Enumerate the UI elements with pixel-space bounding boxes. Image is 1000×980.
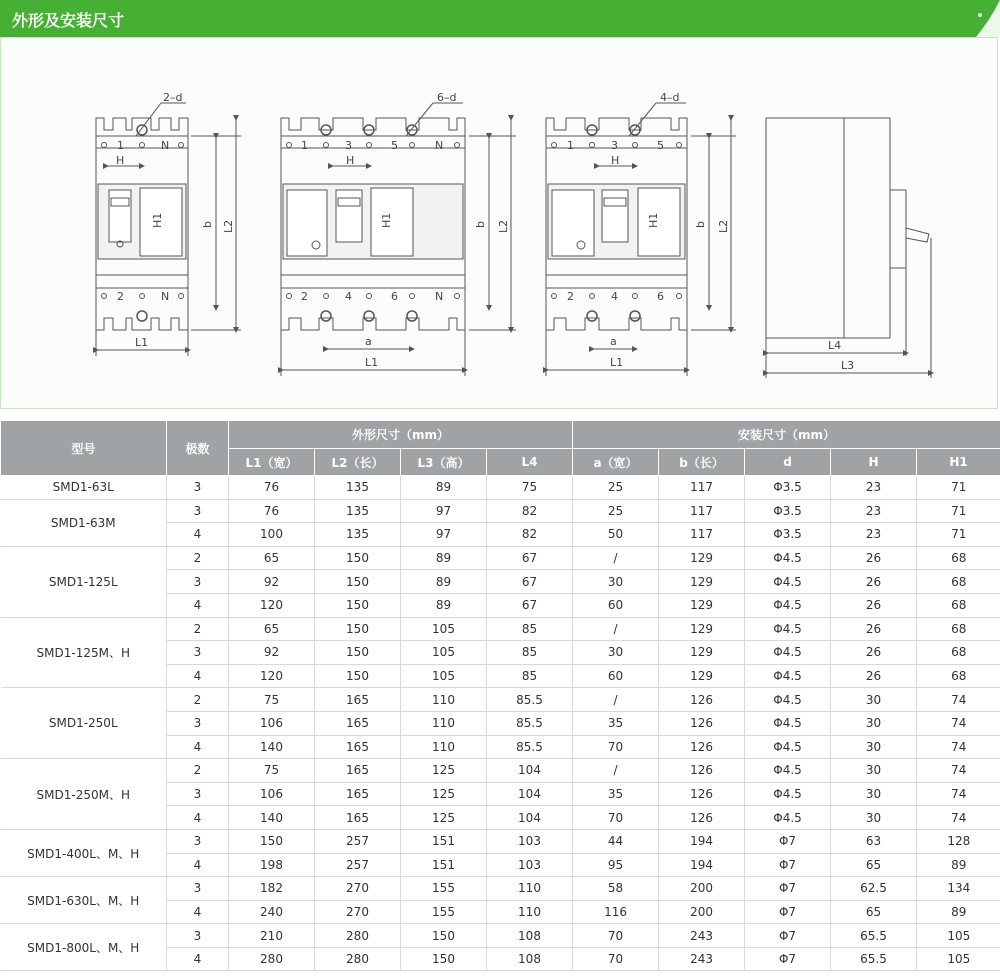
table-cell: 104 bbox=[487, 759, 573, 783]
table-cell: 126 bbox=[659, 711, 745, 735]
table-cell: Φ7 bbox=[745, 947, 831, 971]
table-cell: 97 bbox=[401, 499, 487, 523]
table-cell: / bbox=[573, 546, 659, 570]
svg-text:2: 2 bbox=[117, 290, 124, 303]
table-cell: 3 bbox=[167, 476, 229, 500]
table-cell: 280 bbox=[315, 947, 401, 971]
header-l3: L3（高） bbox=[401, 449, 487, 476]
table-cell: 2 bbox=[167, 688, 229, 712]
table-cell: 85 bbox=[487, 617, 573, 641]
table-cell: 150 bbox=[229, 829, 315, 853]
header-outline-group: 外形尺寸（mm） bbox=[229, 421, 573, 449]
svg-text:N: N bbox=[161, 290, 170, 303]
table-cell: 110 bbox=[401, 711, 487, 735]
table-cell: 103 bbox=[487, 853, 573, 877]
table-cell: 126 bbox=[659, 688, 745, 712]
table-body bbox=[1, 476, 1000, 971]
svg-text:4: 4 bbox=[345, 290, 352, 303]
svg-text:N: N bbox=[435, 139, 444, 152]
table-cell: 85.5 bbox=[487, 688, 573, 712]
table-cell: 23 bbox=[831, 499, 917, 523]
header-model: 型号 bbox=[1, 421, 167, 476]
table-cell: 105 bbox=[401, 641, 487, 665]
table-cell: 76 bbox=[229, 499, 315, 523]
table-cell: 58 bbox=[573, 877, 659, 901]
model-cell: SMD1-250L bbox=[1, 688, 167, 759]
svg-text:N: N bbox=[161, 139, 170, 152]
table-cell: 30 bbox=[831, 782, 917, 806]
table-cell: 92 bbox=[229, 641, 315, 665]
table-cell: 68 bbox=[917, 664, 1000, 688]
table-cell: 240 bbox=[229, 900, 315, 924]
table-cell: 125 bbox=[401, 782, 487, 806]
svg-text:L1: L1 bbox=[610, 356, 624, 369]
section-header bbox=[0, 0, 1000, 37]
table-cell: 110 bbox=[487, 877, 573, 901]
table-cell: 26 bbox=[831, 664, 917, 688]
table-cell: 129 bbox=[659, 664, 745, 688]
table-cell: 200 bbox=[659, 900, 745, 924]
model-cell: SMD1-800L、M、H bbox=[1, 924, 167, 971]
table-cell: / bbox=[573, 617, 659, 641]
header-a: a（宽） bbox=[573, 449, 659, 476]
table-cell: 116 bbox=[573, 900, 659, 924]
header-decoration-icon bbox=[940, 0, 1000, 37]
table-cell: 71 bbox=[917, 523, 1000, 547]
table-cell: 165 bbox=[315, 782, 401, 806]
svg-text:L2: L2 bbox=[222, 219, 235, 233]
table-cell: 165 bbox=[315, 711, 401, 735]
svg-text:4: 4 bbox=[611, 290, 618, 303]
table-cell: 129 bbox=[659, 593, 745, 617]
table-cell: 82 bbox=[487, 523, 573, 547]
table-cell: 74 bbox=[917, 711, 1000, 735]
svg-text:a: a bbox=[365, 335, 372, 348]
svg-text:L4: L4 bbox=[828, 339, 842, 352]
svg-text:H: H bbox=[116, 154, 125, 167]
table-cell: 4 bbox=[167, 853, 229, 877]
table-cell: Φ7 bbox=[745, 900, 831, 924]
table-cell: 63 bbox=[831, 829, 917, 853]
table-cell: 103 bbox=[487, 829, 573, 853]
table-cell: 65 bbox=[229, 546, 315, 570]
table-cell: 128 bbox=[917, 829, 1000, 853]
table-cell: 65.5 bbox=[831, 924, 917, 948]
table-cell: 67 bbox=[487, 570, 573, 594]
table-cell: Φ3.5 bbox=[745, 523, 831, 547]
table-cell: 108 bbox=[487, 924, 573, 948]
table-cell: 26 bbox=[831, 546, 917, 570]
table-cell: 70 bbox=[573, 924, 659, 948]
table-cell: 65 bbox=[831, 900, 917, 924]
table-cell: Φ4.5 bbox=[745, 546, 831, 570]
table-cell: 3 bbox=[167, 924, 229, 948]
table-row bbox=[1, 499, 1000, 523]
table-cell: 23 bbox=[831, 523, 917, 547]
table-row bbox=[1, 688, 1000, 712]
table-cell: 150 bbox=[315, 641, 401, 665]
svg-text:L3: L3 bbox=[841, 359, 855, 372]
svg-text:N: N bbox=[435, 290, 444, 303]
table-cell: Φ3.5 bbox=[745, 499, 831, 523]
table-cell: 35 bbox=[573, 711, 659, 735]
table-cell: Φ3.5 bbox=[745, 476, 831, 500]
table-cell: 89 bbox=[401, 593, 487, 617]
table-cell: Φ4.5 bbox=[745, 570, 831, 594]
table-cell: 82 bbox=[487, 499, 573, 523]
table-cell: 194 bbox=[659, 829, 745, 853]
table-cell: 68 bbox=[917, 593, 1000, 617]
table-row bbox=[1, 877, 1000, 901]
table-cell: Φ4.5 bbox=[745, 664, 831, 688]
table-cell: 200 bbox=[659, 877, 745, 901]
table-cell: 65 bbox=[229, 617, 315, 641]
svg-text:2–d: 2–d bbox=[163, 91, 183, 104]
table-row bbox=[1, 829, 1000, 853]
table-cell: 68 bbox=[917, 570, 1000, 594]
svg-text:3: 3 bbox=[611, 139, 618, 152]
table-cell: 105 bbox=[401, 617, 487, 641]
table-cell: 30 bbox=[573, 570, 659, 594]
table-cell: 95 bbox=[573, 853, 659, 877]
table-cell: 70 bbox=[573, 735, 659, 759]
table-row bbox=[1, 476, 1000, 500]
svg-text:H: H bbox=[346, 154, 355, 167]
table-cell: 26 bbox=[831, 570, 917, 594]
table-cell: 2 bbox=[167, 759, 229, 783]
table-cell: Φ4.5 bbox=[745, 806, 831, 830]
table-cell: 30 bbox=[573, 641, 659, 665]
svg-text:H1: H1 bbox=[647, 212, 660, 228]
header-l4: L4 bbox=[487, 449, 573, 476]
dimension-spec-table bbox=[0, 420, 1000, 971]
table-cell: 4 bbox=[167, 593, 229, 617]
table-cell: 100 bbox=[229, 523, 315, 547]
table-cell: 74 bbox=[917, 735, 1000, 759]
table-cell: 71 bbox=[917, 476, 1000, 500]
table-cell: 26 bbox=[831, 593, 917, 617]
table-cell: 150 bbox=[315, 617, 401, 641]
table-cell: 151 bbox=[401, 853, 487, 877]
table-cell: Φ4.5 bbox=[745, 711, 831, 735]
svg-text:1: 1 bbox=[117, 139, 124, 152]
model-cell: SMD1-250M、H bbox=[1, 759, 167, 830]
table-cell: 108 bbox=[487, 947, 573, 971]
table-cell: 150 bbox=[315, 664, 401, 688]
table-cell: 70 bbox=[573, 806, 659, 830]
table-cell: 135 bbox=[315, 476, 401, 500]
table-cell: 280 bbox=[315, 924, 401, 948]
svg-text:b: b bbox=[201, 221, 214, 228]
svg-text:H: H bbox=[611, 154, 620, 167]
table-cell: 85.5 bbox=[487, 711, 573, 735]
table-cell: 135 bbox=[315, 523, 401, 547]
table-cell: 104 bbox=[487, 782, 573, 806]
table-cell: 3 bbox=[167, 711, 229, 735]
table-cell: Φ4.5 bbox=[745, 782, 831, 806]
table-cell: 74 bbox=[917, 806, 1000, 830]
model-cell: SMD1-63L bbox=[1, 476, 167, 500]
table-cell: 71 bbox=[917, 499, 1000, 523]
header-l1: L1（宽） bbox=[229, 449, 315, 476]
table-cell: 140 bbox=[229, 806, 315, 830]
table-cell: Φ4.5 bbox=[745, 735, 831, 759]
table-cell: 126 bbox=[659, 806, 745, 830]
svg-text:L1: L1 bbox=[365, 356, 379, 369]
svg-text:5: 5 bbox=[391, 139, 398, 152]
svg-text:1: 1 bbox=[567, 139, 574, 152]
model-cell: SMD1-63M bbox=[1, 499, 167, 546]
table-cell: 3 bbox=[167, 570, 229, 594]
table-cell: 135 bbox=[315, 499, 401, 523]
table-cell: 74 bbox=[917, 688, 1000, 712]
svg-text:1: 1 bbox=[301, 139, 308, 152]
table-cell: / bbox=[573, 759, 659, 783]
table-cell: 67 bbox=[487, 593, 573, 617]
table-cell: 134 bbox=[917, 877, 1000, 901]
table-cell: 257 bbox=[315, 853, 401, 877]
table-cell: Φ4.5 bbox=[745, 617, 831, 641]
table-cell: 117 bbox=[659, 499, 745, 523]
header-h1: H1 bbox=[917, 449, 1000, 476]
table-cell: 129 bbox=[659, 546, 745, 570]
table-cell: 125 bbox=[401, 806, 487, 830]
table-row bbox=[1, 617, 1000, 641]
table-cell: 126 bbox=[659, 759, 745, 783]
table-cell: 3 bbox=[167, 499, 229, 523]
table-cell: 25 bbox=[573, 476, 659, 500]
table-cell: 210 bbox=[229, 924, 315, 948]
table-cell: Φ4.5 bbox=[745, 688, 831, 712]
table-cell: 150 bbox=[401, 947, 487, 971]
drawing-side-view bbox=[766, 118, 931, 378]
table-cell: 30 bbox=[831, 688, 917, 712]
table-cell: 194 bbox=[659, 853, 745, 877]
table-cell: 3 bbox=[167, 877, 229, 901]
table-cell: 67 bbox=[487, 546, 573, 570]
table-row bbox=[1, 924, 1000, 948]
breaker-dimension-drawings bbox=[1, 38, 999, 410]
svg-text:b: b bbox=[474, 221, 487, 228]
table-cell: 243 bbox=[659, 947, 745, 971]
table-cell: 105 bbox=[917, 924, 1000, 948]
drawing-3-pole bbox=[546, 103, 736, 376]
table-cell: 2 bbox=[167, 546, 229, 570]
table-cell: 165 bbox=[315, 806, 401, 830]
table-cell: 105 bbox=[917, 947, 1000, 971]
table-cell: 155 bbox=[401, 877, 487, 901]
table-cell: 68 bbox=[917, 546, 1000, 570]
svg-text:5: 5 bbox=[657, 139, 664, 152]
table-cell: 165 bbox=[315, 759, 401, 783]
table-cell: 106 bbox=[229, 782, 315, 806]
table-cell: 4 bbox=[167, 735, 229, 759]
table-cell: Φ4.5 bbox=[745, 641, 831, 665]
table-cell: 110 bbox=[401, 735, 487, 759]
table-cell: 89 bbox=[917, 853, 1000, 877]
table-cell: 89 bbox=[401, 476, 487, 500]
model-cell: SMD1-125L bbox=[1, 546, 167, 617]
table-cell: Φ4.5 bbox=[745, 759, 831, 783]
table-cell: 110 bbox=[401, 688, 487, 712]
section-title: 外形及安装尺寸 bbox=[12, 11, 125, 30]
table-cell: 75 bbox=[229, 759, 315, 783]
table-cell: 3 bbox=[167, 829, 229, 853]
table-cell: 182 bbox=[229, 877, 315, 901]
table-cell: 4 bbox=[167, 664, 229, 688]
table-cell: 151 bbox=[401, 829, 487, 853]
table-cell: 26 bbox=[831, 617, 917, 641]
table-cell: 92 bbox=[229, 570, 315, 594]
table-cell: 74 bbox=[917, 759, 1000, 783]
table-cell: 44 bbox=[573, 829, 659, 853]
table-cell: 105 bbox=[401, 664, 487, 688]
svg-text:6: 6 bbox=[657, 290, 664, 303]
header-poles: 极数 bbox=[167, 421, 229, 476]
table-cell: 65 bbox=[831, 853, 917, 877]
svg-text:3: 3 bbox=[345, 139, 352, 152]
header-l2: L2（长） bbox=[315, 449, 401, 476]
table-cell: Φ7 bbox=[745, 853, 831, 877]
table-cell: 35 bbox=[573, 782, 659, 806]
table-cell: 117 bbox=[659, 523, 745, 547]
table-cell: 150 bbox=[315, 546, 401, 570]
table-cell: 74 bbox=[917, 782, 1000, 806]
table-cell: 30 bbox=[831, 759, 917, 783]
table-cell: 62.5 bbox=[831, 877, 917, 901]
table-cell: 126 bbox=[659, 735, 745, 759]
model-cell: SMD1-125M、H bbox=[1, 617, 167, 688]
table-cell: Φ7 bbox=[745, 877, 831, 901]
table-cell: 104 bbox=[487, 806, 573, 830]
table-cell: 110 bbox=[487, 900, 573, 924]
table-cell: 117 bbox=[659, 476, 745, 500]
table-cell: 75 bbox=[487, 476, 573, 500]
table-cell: 243 bbox=[659, 924, 745, 948]
table-cell: 120 bbox=[229, 664, 315, 688]
table-cell: Φ7 bbox=[745, 924, 831, 948]
table-cell: 129 bbox=[659, 570, 745, 594]
table-cell: 165 bbox=[315, 735, 401, 759]
table-cell: Φ7 bbox=[745, 829, 831, 853]
table-cell: 30 bbox=[831, 806, 917, 830]
table-cell: 198 bbox=[229, 853, 315, 877]
table-cell: 4 bbox=[167, 947, 229, 971]
table-cell: 65.5 bbox=[831, 947, 917, 971]
table-cell: 60 bbox=[573, 593, 659, 617]
model-cell: SMD1-400L、M、H bbox=[1, 829, 167, 876]
model-cell: SMD1-630L、M、H bbox=[1, 877, 167, 924]
table-cell: 89 bbox=[401, 546, 487, 570]
svg-text:4–d: 4–d bbox=[660, 91, 680, 104]
table-cell: 155 bbox=[401, 900, 487, 924]
table-cell: 3 bbox=[167, 782, 229, 806]
drawing-side-view-labels bbox=[828, 339, 854, 372]
table-cell: 120 bbox=[229, 593, 315, 617]
table-cell: 125 bbox=[401, 759, 487, 783]
table-cell: 165 bbox=[315, 688, 401, 712]
svg-text:H1: H1 bbox=[380, 212, 393, 228]
table-cell: 30 bbox=[831, 711, 917, 735]
svg-text:b: b bbox=[694, 221, 707, 228]
table-cell: 75 bbox=[229, 688, 315, 712]
table-cell: 68 bbox=[917, 641, 1000, 665]
table-row bbox=[1, 546, 1000, 570]
table-cell: 50 bbox=[573, 523, 659, 547]
svg-text:H1: H1 bbox=[151, 212, 164, 228]
header-install-group: 安装尺寸（mm） bbox=[573, 421, 1000, 449]
table-cell: 257 bbox=[315, 829, 401, 853]
table-cell: 150 bbox=[401, 924, 487, 948]
table-cell: 270 bbox=[315, 877, 401, 901]
dimension-drawing-panel bbox=[0, 37, 998, 409]
table-cell: 150 bbox=[315, 570, 401, 594]
header-h: H bbox=[831, 449, 917, 476]
table-cell: / bbox=[573, 688, 659, 712]
table-cell: 89 bbox=[917, 900, 1000, 924]
drawing-4-pole bbox=[281, 103, 516, 376]
table-cell: 270 bbox=[315, 900, 401, 924]
svg-text:2: 2 bbox=[567, 290, 574, 303]
svg-text:6: 6 bbox=[391, 290, 398, 303]
table-cell: 4 bbox=[167, 523, 229, 547]
table-cell: 3 bbox=[167, 641, 229, 665]
svg-text:L2: L2 bbox=[497, 219, 510, 233]
table-cell: Φ4.5 bbox=[745, 593, 831, 617]
svg-text:L2: L2 bbox=[717, 219, 730, 233]
table-row bbox=[1, 759, 1000, 783]
table-cell: 68 bbox=[917, 617, 1000, 641]
svg-text:L1: L1 bbox=[135, 336, 149, 349]
table-cell: 85.5 bbox=[487, 735, 573, 759]
table-cell: 129 bbox=[659, 641, 745, 665]
table-cell: 129 bbox=[659, 617, 745, 641]
table-cell: 76 bbox=[229, 476, 315, 500]
table-cell: 126 bbox=[659, 782, 745, 806]
table-cell: 4 bbox=[167, 900, 229, 924]
table-cell: 25 bbox=[573, 499, 659, 523]
table-cell: 85 bbox=[487, 664, 573, 688]
table-cell: 70 bbox=[573, 947, 659, 971]
table-cell: 26 bbox=[831, 641, 917, 665]
table-cell: 150 bbox=[315, 593, 401, 617]
table-cell: 106 bbox=[229, 711, 315, 735]
table-cell: 85 bbox=[487, 641, 573, 665]
table-cell: 140 bbox=[229, 735, 315, 759]
svg-text:6–d: 6–d bbox=[437, 91, 457, 104]
svg-text:a: a bbox=[610, 335, 617, 348]
table-cell: 89 bbox=[401, 570, 487, 594]
table-cell: 97 bbox=[401, 523, 487, 547]
header-d: d bbox=[745, 449, 831, 476]
svg-text:2: 2 bbox=[301, 290, 308, 303]
table-cell: 23 bbox=[831, 476, 917, 500]
table-cell: 280 bbox=[229, 947, 315, 971]
table-cell: 30 bbox=[831, 735, 917, 759]
header-b: b（长） bbox=[659, 449, 745, 476]
table-cell: 4 bbox=[167, 806, 229, 830]
table-cell: 60 bbox=[573, 664, 659, 688]
table-cell: 2 bbox=[167, 617, 229, 641]
